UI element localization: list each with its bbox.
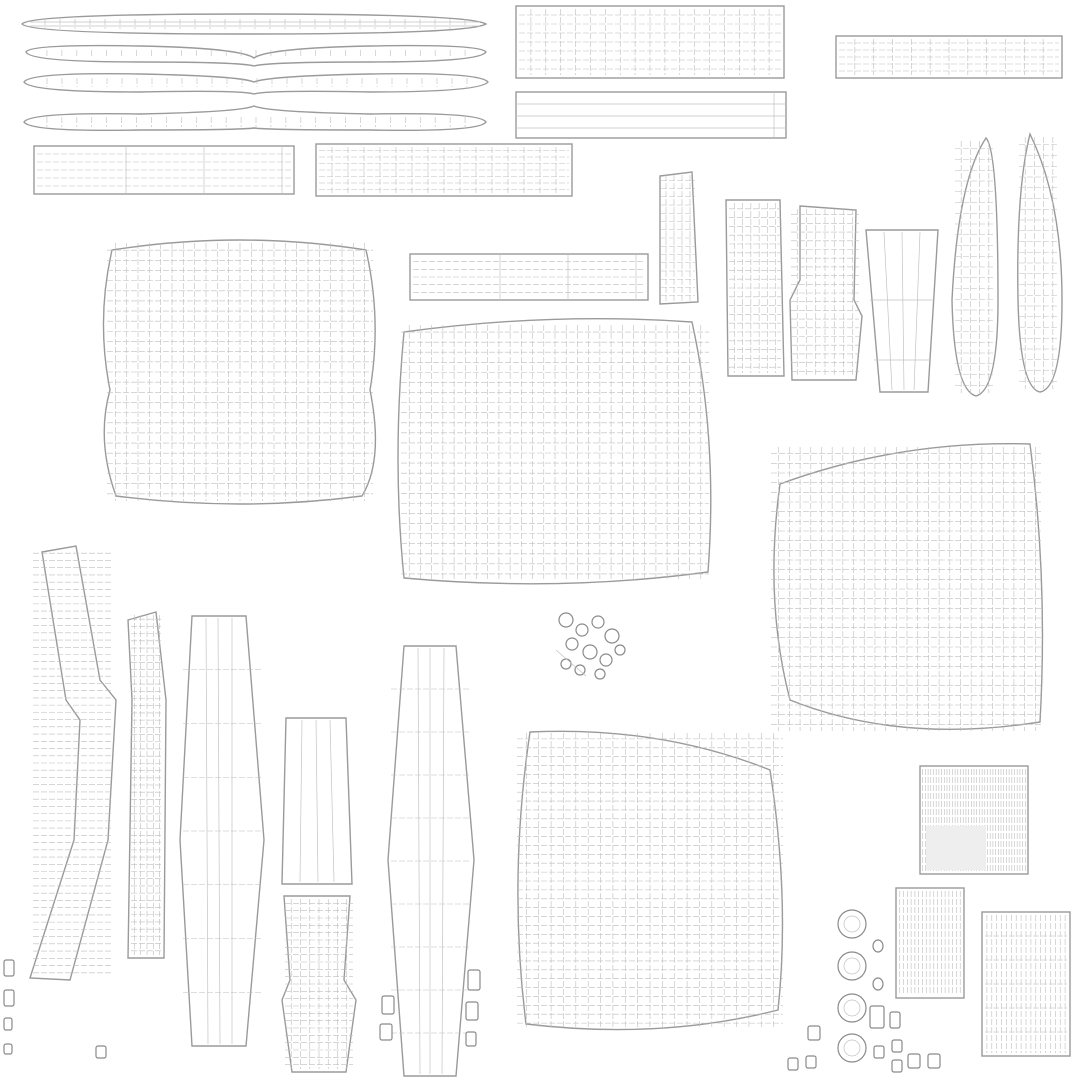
leg-island-3: [790, 206, 862, 380]
fabric-strip-2: [982, 912, 1070, 1056]
cushion-panel-right: [771, 444, 1043, 731]
rail-island-center: [410, 254, 648, 300]
cushion-panel-bottom: [517, 731, 783, 1029]
small-square-islands: [4, 960, 940, 1072]
leg-island-1: [660, 172, 698, 304]
cushion-panel-center: [398, 319, 711, 584]
fabric-patch: [920, 766, 1028, 874]
short-slat: [282, 718, 352, 884]
leg-island-4: [866, 230, 938, 392]
horn-island-1: [952, 138, 998, 396]
leg-island-2: [726, 200, 784, 376]
fabric-strip-1: [896, 888, 964, 998]
knob-islands: [838, 910, 883, 1062]
rail-island-left: [34, 146, 294, 194]
long-slat-1: [180, 616, 264, 1046]
rail-island-top-right: [836, 36, 1062, 78]
strap-island-4: [24, 106, 486, 130]
strap-island-1: [22, 14, 486, 34]
strap-island-3: [24, 74, 488, 94]
long-slat-2: [388, 646, 474, 1076]
bent-leg-island: [30, 546, 116, 980]
rail-island-top-center: [516, 6, 784, 78]
joint-island: [282, 896, 356, 1072]
rail-island-mid: [316, 144, 572, 196]
horn-island-2: [1018, 134, 1062, 392]
hardware-cluster: [556, 613, 625, 679]
cushion-panel-left: [103, 240, 375, 504]
rail-island-thin: [516, 92, 786, 138]
leg-strip-dense: [128, 612, 166, 958]
strap-island-2: [26, 46, 486, 66]
